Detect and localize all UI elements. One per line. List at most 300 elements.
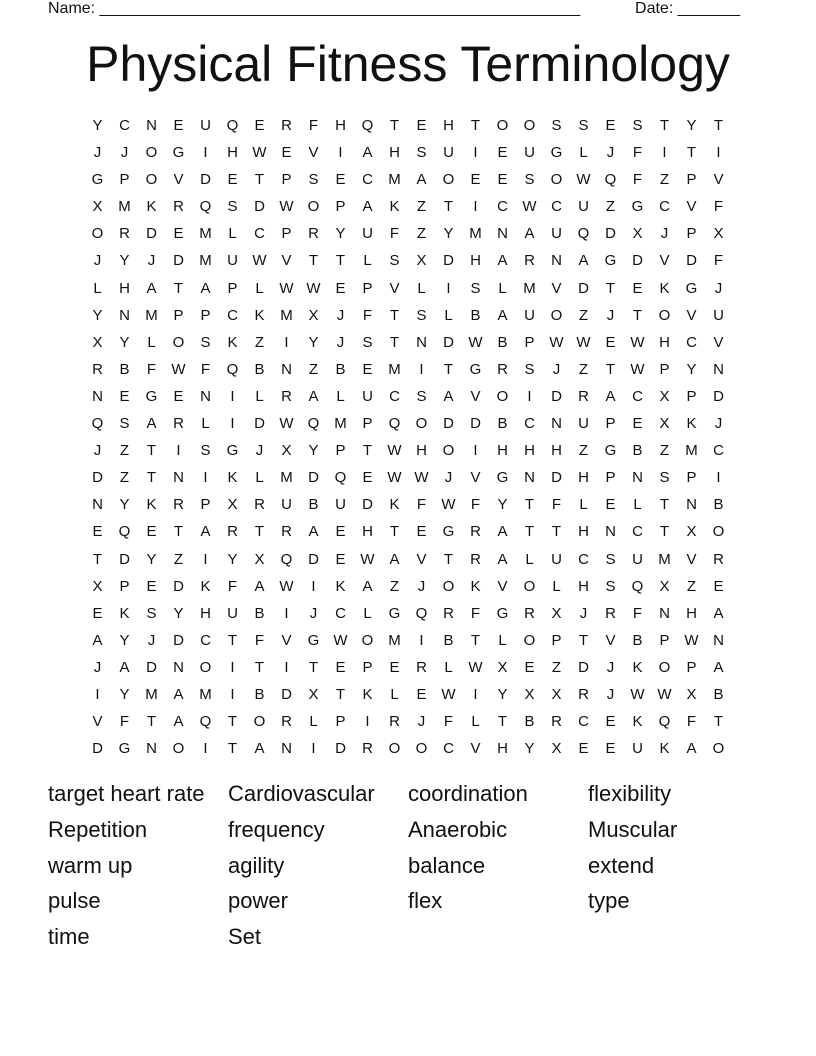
grid-cell[interactable]: Y (443, 225, 454, 243)
grid-cell[interactable]: G (388, 604, 401, 622)
grid-cell[interactable]: K (200, 577, 211, 595)
grid-cell[interactable]: W (441, 496, 456, 514)
grid-cell[interactable]: H (686, 604, 697, 622)
grid-cell[interactable]: E (524, 658, 535, 676)
grid-cell[interactable]: R (497, 360, 508, 378)
grid-cell[interactable]: P (119, 171, 130, 189)
grid-cell[interactable]: M (145, 306, 158, 324)
grid-cell[interactable]: E (173, 225, 184, 243)
grid-cell[interactable]: E (92, 523, 103, 541)
grid-cell[interactable]: B (308, 496, 319, 514)
grid-cell[interactable]: H (524, 442, 535, 460)
grid-cell[interactable]: P (362, 279, 373, 297)
grid-cell[interactable]: M (388, 171, 401, 189)
grid-cell[interactable]: L (471, 713, 480, 731)
grid-cell[interactable]: I (311, 740, 316, 758)
grid-cell[interactable]: R (524, 604, 535, 622)
grid-cell[interactable]: S (389, 252, 400, 270)
grid-cell[interactable]: W (306, 279, 321, 297)
grid-cell[interactable]: J (93, 658, 102, 676)
grid-cell[interactable]: O (496, 117, 509, 134)
grid-cell[interactable]: X (659, 387, 670, 405)
grid-cell[interactable]: P (659, 360, 670, 378)
grid-cell[interactable]: Z (578, 442, 589, 460)
grid-cell[interactable]: E (416, 117, 427, 134)
grid-cell[interactable]: E (578, 740, 589, 758)
grid-cell[interactable]: E (281, 144, 292, 162)
grid-cell[interactable]: E (632, 279, 643, 297)
grid-cell[interactable]: I (473, 198, 478, 216)
grid-cell[interactable]: N (551, 252, 562, 270)
grid-cell[interactable]: U (227, 252, 238, 270)
grid-cell[interactable]: S (308, 171, 319, 189)
grid-cell[interactable]: V (470, 387, 481, 405)
grid-cell[interactable]: E (173, 117, 184, 134)
grid-cell[interactable]: D (551, 469, 562, 487)
name-field[interactable]: Name: ______________________________________________________ (48, 0, 581, 17)
grid-cell[interactable]: B (335, 360, 346, 378)
grid-cell[interactable]: Z (416, 225, 427, 243)
grid-cell[interactable]: U (551, 550, 562, 568)
grid-cell[interactable]: N (92, 387, 103, 405)
grid-cell[interactable]: X (281, 442, 292, 460)
grid-cell[interactable]: P (200, 306, 211, 324)
grid-cell[interactable]: M (199, 252, 212, 270)
grid-cell[interactable]: J (606, 658, 615, 676)
grid-cell[interactable]: U (524, 306, 535, 324)
grid-cell[interactable]: I (284, 604, 289, 622)
grid-cell[interactable]: E (605, 740, 616, 758)
grid-cell[interactable]: E (362, 469, 373, 487)
grid-cell[interactable]: Y (119, 496, 130, 514)
grid-cell[interactable]: E (119, 387, 130, 405)
grid-cell[interactable]: C (119, 117, 130, 134)
grid-cell[interactable]: F (713, 198, 724, 216)
grid-cell[interactable]: Q (226, 117, 239, 134)
grid-cell[interactable]: N (713, 360, 724, 378)
grid-cell[interactable]: Q (604, 171, 617, 189)
grid-cell[interactable]: A (146, 415, 157, 433)
grid-cell[interactable]: P (335, 442, 346, 460)
grid-cell[interactable]: Q (307, 415, 320, 433)
grid-cell[interactable]: X (92, 198, 103, 216)
grid-cell[interactable]: S (551, 117, 562, 134)
grid-cell[interactable]: Q (631, 577, 644, 595)
grid-cell[interactable]: O (172, 740, 185, 758)
grid-cell[interactable]: A (578, 252, 589, 270)
grid-cell[interactable]: T (659, 117, 670, 134)
grid-cell[interactable]: Z (308, 360, 319, 378)
grid-cell[interactable]: R (281, 387, 292, 405)
grid-cell[interactable]: Q (388, 415, 401, 433)
grid-cell[interactable]: K (362, 685, 373, 703)
grid-cell[interactable]: E (173, 387, 184, 405)
grid-cell[interactable]: E (254, 117, 265, 134)
grid-cell[interactable]: D (254, 198, 265, 216)
grid-cell[interactable]: Z (659, 171, 670, 189)
grid-cell[interactable]: Z (578, 360, 589, 378)
grid-cell[interactable]: Y (308, 333, 319, 351)
grid-cell[interactable]: W (630, 360, 645, 378)
grid-cell[interactable]: P (335, 198, 346, 216)
grid-cell[interactable]: T (362, 442, 373, 460)
grid-cell[interactable]: Y (497, 685, 508, 703)
grid-cell[interactable]: M (388, 631, 401, 649)
grid-cell[interactable]: U (362, 387, 373, 405)
grid-cell[interactable]: J (93, 442, 102, 460)
grid-cell[interactable]: O (442, 577, 455, 595)
grid-cell[interactable]: Z (551, 658, 562, 676)
grid-cell[interactable]: E (335, 523, 346, 541)
grid-cell[interactable]: B (713, 685, 724, 703)
grid-cell[interactable]: M (334, 415, 347, 433)
grid-cell[interactable]: I (365, 713, 370, 731)
grid-cell[interactable]: X (551, 685, 562, 703)
grid-cell[interactable]: H (443, 117, 454, 134)
grid-cell[interactable]: U (227, 604, 238, 622)
grid-cell[interactable]: T (389, 333, 400, 351)
grid-cell[interactable]: A (713, 604, 724, 622)
grid-cell[interactable]: N (119, 306, 130, 324)
grid-cell[interactable]: V (497, 577, 508, 595)
grid-cell[interactable]: A (713, 658, 724, 676)
grid-cell[interactable]: Q (658, 713, 671, 731)
grid-cell[interactable]: V (173, 171, 184, 189)
grid-cell[interactable]: I (419, 360, 424, 378)
grid-cell[interactable]: U (362, 225, 373, 243)
grid-cell[interactable]: U (524, 144, 535, 162)
grid-cell[interactable]: S (227, 198, 238, 216)
grid-cell[interactable]: A (497, 523, 508, 541)
grid-cell[interactable]: X (227, 496, 238, 514)
grid-cell[interactable]: H (200, 604, 211, 622)
grid-cell[interactable]: D (443, 415, 454, 433)
grid-cell[interactable]: Y (119, 685, 130, 703)
grid-cell[interactable]: O (523, 117, 536, 134)
grid-cell[interactable]: S (659, 469, 670, 487)
grid-cell[interactable]: R (443, 604, 454, 622)
grid-cell[interactable]: J (606, 306, 615, 324)
grid-cell[interactable]: D (254, 415, 265, 433)
grid-cell[interactable]: O (145, 144, 158, 162)
grid-cell[interactable]: G (550, 144, 563, 162)
grid-cell[interactable]: R (551, 713, 562, 731)
grid-cell[interactable]: O (712, 523, 725, 541)
grid-cell[interactable]: F (713, 252, 724, 270)
grid-cell[interactable]: L (255, 279, 264, 297)
grid-cell[interactable]: Z (389, 577, 400, 595)
grid-cell[interactable]: T (578, 631, 589, 649)
grid-cell[interactable]: F (470, 496, 481, 514)
grid-cell[interactable]: A (308, 523, 319, 541)
grid-cell[interactable]: I (230, 415, 235, 433)
grid-cell[interactable]: A (686, 740, 697, 758)
grid-cell[interactable]: A (497, 252, 508, 270)
grid-cell[interactable]: T (227, 713, 238, 731)
grid-cell[interactable]: A (497, 550, 508, 568)
grid-cell[interactable]: Z (173, 550, 184, 568)
grid-cell[interactable]: T (389, 117, 400, 134)
grid-cell[interactable]: O (442, 442, 455, 460)
grid-cell[interactable]: Y (524, 740, 535, 758)
grid-cell[interactable]: O (658, 658, 671, 676)
grid-cell[interactable]: M (145, 685, 158, 703)
grid-cell[interactable]: D (146, 225, 157, 243)
grid-cell[interactable]: A (173, 713, 184, 731)
grid-cell[interactable]: U (713, 306, 724, 324)
grid-cell[interactable]: D (92, 740, 103, 758)
grid-cell[interactable]: N (713, 631, 724, 649)
grid-cell[interactable]: I (338, 144, 343, 162)
grid-cell[interactable]: X (524, 685, 535, 703)
grid-cell[interactable]: C (551, 198, 562, 216)
grid-cell[interactable]: R (173, 415, 184, 433)
grid-cell[interactable]: N (173, 658, 184, 676)
grid-cell[interactable]: W (576, 333, 591, 351)
grid-cell[interactable]: R (578, 685, 589, 703)
grid-cell[interactable]: P (686, 469, 697, 487)
grid-cell[interactable]: W (414, 469, 429, 487)
grid-cell[interactable]: M (280, 469, 293, 487)
grid-cell[interactable]: I (446, 279, 451, 297)
grid-cell[interactable]: A (605, 387, 616, 405)
grid-cell[interactable]: S (362, 333, 373, 351)
grid-cell[interactable]: V (92, 713, 103, 731)
grid-cell[interactable]: W (576, 171, 591, 189)
grid-cell[interactable]: X (686, 685, 697, 703)
grid-cell[interactable]: J (147, 631, 156, 649)
grid-cell[interactable]: L (309, 713, 318, 731)
grid-cell[interactable]: I (662, 144, 667, 162)
grid-cell[interactable]: U (200, 117, 211, 134)
grid-cell[interactable]: Y (308, 442, 319, 460)
grid-cell[interactable]: P (686, 658, 697, 676)
grid-cell[interactable]: F (389, 225, 400, 243)
grid-cell[interactable]: L (255, 469, 264, 487)
grid-cell[interactable]: L (444, 658, 453, 676)
grid-cell[interactable]: V (713, 333, 724, 351)
grid-cell[interactable]: D (443, 252, 454, 270)
grid-cell[interactable]: L (525, 550, 534, 568)
grid-cell[interactable]: S (605, 550, 616, 568)
grid-cell[interactable]: U (551, 225, 562, 243)
grid-cell[interactable]: J (606, 144, 615, 162)
grid-cell[interactable]: P (227, 279, 238, 297)
grid-cell[interactable]: F (146, 360, 157, 378)
grid-cell[interactable]: K (335, 577, 346, 595)
grid-cell[interactable]: N (686, 496, 697, 514)
grid-cell[interactable]: G (226, 442, 239, 460)
grid-cell[interactable]: D (173, 577, 184, 595)
grid-cell[interactable]: K (389, 198, 400, 216)
grid-cell[interactable]: L (552, 577, 561, 595)
grid-cell[interactable]: X (551, 740, 562, 758)
grid-cell[interactable]: K (389, 496, 400, 514)
grid-cell[interactable]: G (145, 387, 158, 405)
grid-cell[interactable]: K (254, 306, 265, 324)
grid-cell[interactable]: H (227, 144, 238, 162)
grid-cell[interactable]: R (605, 604, 616, 622)
grid-cell[interactable]: X (632, 225, 643, 243)
grid-cell[interactable]: W (279, 415, 294, 433)
grid-cell[interactable]: H (119, 279, 130, 297)
grid-cell[interactable]: J (714, 415, 723, 433)
grid-cell[interactable]: L (444, 306, 453, 324)
grid-cell[interactable]: V (416, 550, 427, 568)
grid-cell[interactable]: Z (605, 198, 616, 216)
grid-cell[interactable]: Q (199, 198, 212, 216)
grid-cell[interactable]: S (416, 387, 427, 405)
grid-cell[interactable]: F (119, 713, 130, 731)
grid-cell[interactable]: J (714, 279, 723, 297)
grid-cell[interactable]: H (578, 523, 589, 541)
grid-cell[interactable]: D (551, 387, 562, 405)
grid-cell[interactable]: L (633, 496, 642, 514)
grid-cell[interactable]: Q (280, 550, 293, 568)
grid-cell[interactable]: Y (119, 252, 130, 270)
grid-cell[interactable]: X (659, 415, 670, 433)
grid-cell[interactable]: S (200, 442, 211, 460)
grid-cell[interactable]: K (659, 279, 670, 297)
grid-cell[interactable]: A (119, 658, 130, 676)
grid-cell[interactable]: N (281, 360, 292, 378)
grid-cell[interactable]: J (309, 604, 318, 622)
grid-cell[interactable]: B (254, 360, 265, 378)
grid-cell[interactable]: R (119, 225, 130, 243)
grid-cell[interactable]: K (227, 333, 238, 351)
grid-cell[interactable]: N (524, 469, 535, 487)
grid-cell[interactable]: S (632, 117, 643, 134)
grid-cell[interactable]: W (630, 685, 645, 703)
grid-cell[interactable]: I (284, 658, 289, 676)
grid-cell[interactable]: O (712, 740, 725, 758)
grid-cell[interactable]: G (172, 144, 185, 162)
grid-cell[interactable]: J (93, 252, 102, 270)
grid-cell[interactable]: R (713, 550, 724, 568)
grid-cell[interactable]: C (362, 171, 373, 189)
grid-cell[interactable]: T (605, 279, 616, 297)
grid-cell[interactable]: B (254, 685, 265, 703)
grid-cell[interactable]: D (146, 658, 157, 676)
grid-cell[interactable]: A (362, 577, 373, 595)
grid-cell[interactable]: H (362, 523, 373, 541)
grid-cell[interactable]: D (686, 252, 697, 270)
grid-cell[interactable]: M (280, 306, 293, 324)
grid-cell[interactable]: N (92, 496, 103, 514)
grid-cell[interactable]: N (632, 469, 643, 487)
grid-cell[interactable]: C (254, 225, 265, 243)
grid-cell[interactable]: Q (577, 225, 590, 243)
grid-cell[interactable]: P (281, 171, 292, 189)
grid-cell[interactable]: O (523, 577, 536, 595)
grid-cell[interactable]: Y (686, 360, 697, 378)
grid-cell[interactable]: W (252, 252, 267, 270)
grid-cell[interactable]: T (659, 496, 670, 514)
grid-cell[interactable]: G (307, 631, 320, 649)
grid-cell[interactable]: L (228, 225, 237, 243)
grid-cell[interactable]: J (552, 360, 561, 378)
grid-cell[interactable]: N (551, 415, 562, 433)
grid-cell[interactable]: G (496, 469, 509, 487)
grid-cell[interactable]: J (93, 144, 102, 162)
grid-cell[interactable]: T (713, 713, 724, 731)
grid-cell[interactable]: C (578, 713, 589, 731)
grid-cell[interactable]: Y (335, 225, 346, 243)
grid-cell[interactable]: B (470, 306, 481, 324)
grid-cell[interactable]: A (362, 198, 373, 216)
grid-cell[interactable]: U (578, 415, 589, 433)
grid-cell[interactable]: R (470, 523, 481, 541)
grid-cell[interactable]: P (362, 415, 373, 433)
grid-cell[interactable]: X (713, 225, 724, 243)
grid-cell[interactable]: I (203, 144, 208, 162)
grid-cell[interactable]: K (146, 496, 157, 514)
grid-cell[interactable]: O (442, 171, 455, 189)
grid-cell[interactable]: J (336, 306, 345, 324)
grid-cell[interactable]: C (659, 198, 670, 216)
grid-cell[interactable]: K (470, 577, 481, 595)
grid-cell[interactable]: W (468, 658, 483, 676)
grid-cell[interactable]: S (416, 144, 427, 162)
grid-cell[interactable]: O (91, 225, 104, 243)
grid-cell[interactable]: W (360, 550, 375, 568)
grid-cell[interactable]: P (551, 631, 562, 649)
grid-cell[interactable]: D (200, 171, 211, 189)
grid-cell[interactable]: R (362, 740, 373, 758)
grid-cell[interactable]: T (443, 360, 454, 378)
grid-cell[interactable]: C (335, 604, 346, 622)
grid-cell[interactable]: J (579, 604, 588, 622)
grid-cell[interactable]: V (470, 740, 481, 758)
grid-cell[interactable]: O (172, 333, 185, 351)
grid-cell[interactable]: I (473, 685, 478, 703)
grid-cell[interactable]: Q (334, 469, 347, 487)
grid-cell[interactable]: C (686, 333, 697, 351)
grid-cell[interactable]: I (95, 685, 100, 703)
grid-cell[interactable]: A (200, 523, 211, 541)
grid-cell[interactable]: E (605, 117, 616, 134)
grid-cell[interactable]: O (388, 740, 401, 758)
grid-cell[interactable]: V (713, 171, 724, 189)
grid-cell[interactable]: N (146, 117, 157, 134)
grid-cell[interactable]: T (146, 713, 157, 731)
grid-cell[interactable]: V (389, 279, 400, 297)
grid-cell[interactable]: N (659, 604, 670, 622)
grid-cell[interactable]: R (416, 658, 427, 676)
grid-cell[interactable]: A (146, 279, 157, 297)
grid-cell[interactable]: W (333, 631, 348, 649)
grid-cell[interactable]: I (716, 144, 721, 162)
grid-cell[interactable]: W (279, 577, 294, 595)
grid-cell[interactable]: N (281, 740, 292, 758)
grid-cell[interactable]: K (632, 713, 643, 731)
grid-cell[interactable]: P (659, 631, 670, 649)
grid-cell[interactable]: T (713, 117, 724, 134)
grid-cell[interactable]: A (416, 171, 427, 189)
grid-cell[interactable]: E (497, 144, 508, 162)
grid-cell[interactable]: K (632, 658, 643, 676)
grid-cell[interactable]: Z (578, 306, 589, 324)
grid-cell[interactable]: O (415, 740, 428, 758)
grid-cell[interactable]: I (230, 387, 235, 405)
grid-cell[interactable]: T (308, 658, 319, 676)
grid-cell[interactable]: W (387, 442, 402, 460)
grid-cell[interactable]: S (200, 333, 211, 351)
grid-cell[interactable]: T (551, 523, 562, 541)
grid-cell[interactable]: T (254, 171, 265, 189)
grid-cell[interactable]: N (173, 469, 184, 487)
grid-cell[interactable]: H (551, 442, 562, 460)
